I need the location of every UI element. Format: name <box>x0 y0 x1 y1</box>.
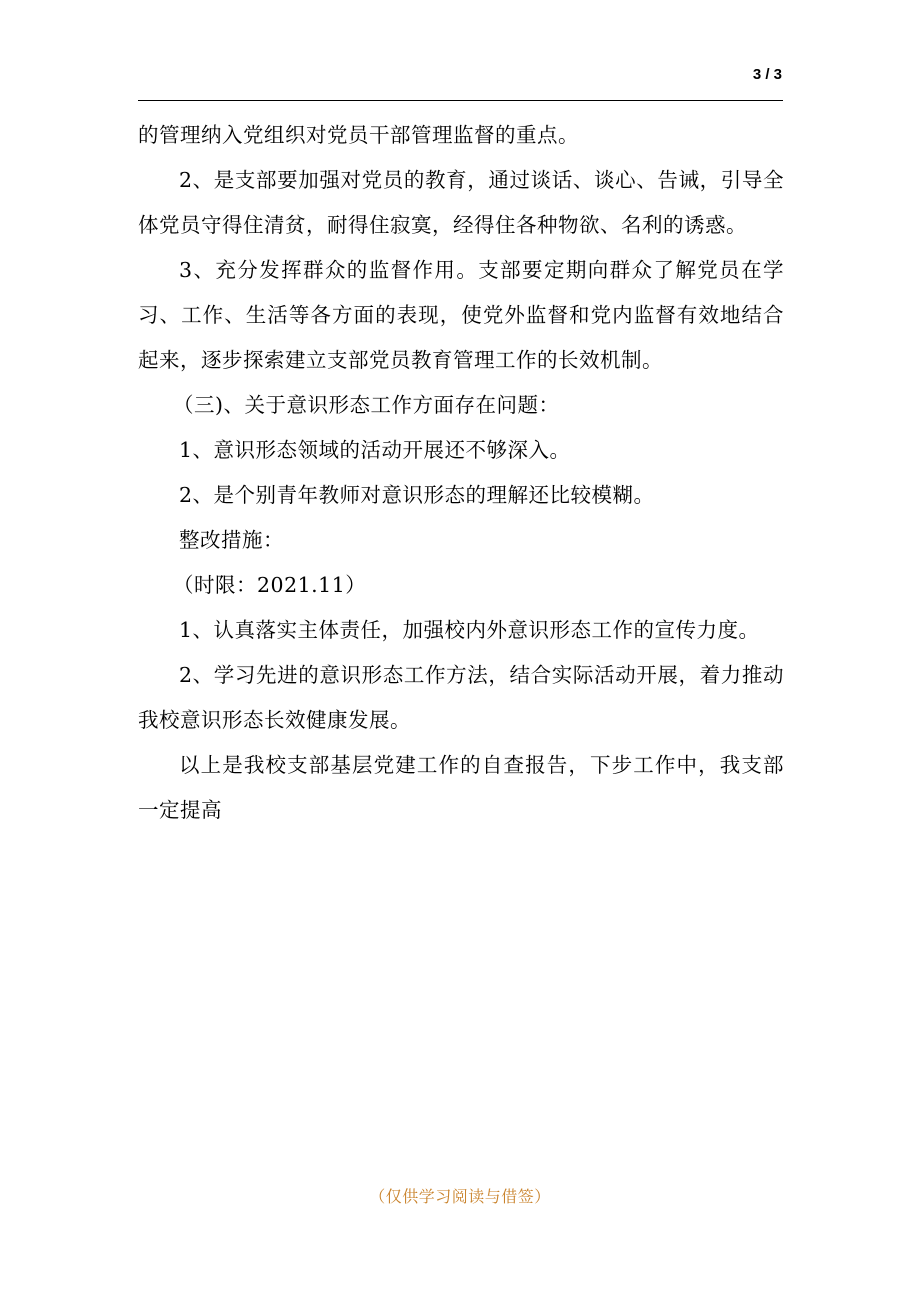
paragraph-problem-2: 2、是个别青年教师对意识形态的理解还比较模糊。 <box>179 483 655 507</box>
paragraph-conclusion: 以上是我校支部基层党建工作的自查报告，下步工作中，我支部一定提高 <box>138 753 784 822</box>
page-number: 3 / 3 <box>752 66 782 83</box>
document-body <box>138 113 784 833</box>
paragraph-problem-1: 1、意识形态领域的活动开展还不够深入。 <box>179 438 571 462</box>
section-heading-ideology: （三)、关于意识形态工作方面存在问题： <box>173 393 560 417</box>
paragraph-item-3-supervision: 3、充分发挥群众的监督作用。支部要定期向群众了解党员在学习、工作、生活等各方面的表现，使党外监督和党内监督有效地结合起来，逐步探索建立支部党员教育管理工作的长效机制。 <box>138 258 784 372</box>
paragraph-item-2-education: 2、是支部要加强对党员的教育，通过谈话、谈心、告诫，引导全体党员守得住清贫，耐得住寂寞，经得住各种物欲、名利的诱惑。 <box>138 168 784 237</box>
header-divider <box>138 100 783 101</box>
paragraph-measure-1: 1、认真落实主体责任，加强校内外意识形态工作的宣传力度。 <box>179 618 760 642</box>
paragraph-continuation: 的管理纳入党组织对党员干部管理监督的重点。 <box>138 123 579 147</box>
rectification-heading: 整改措施： <box>179 528 284 552</box>
deadline-note: （时限：2021.11） <box>173 573 367 597</box>
paragraph-measure-2: 2、学习先进的意识形态工作方法，结合实际活动开展，着力推动我校意识形态长效健康发展。 <box>138 663 784 732</box>
footer-disclaimer: （仅供学习阅读与借签） <box>369 1187 551 1206</box>
